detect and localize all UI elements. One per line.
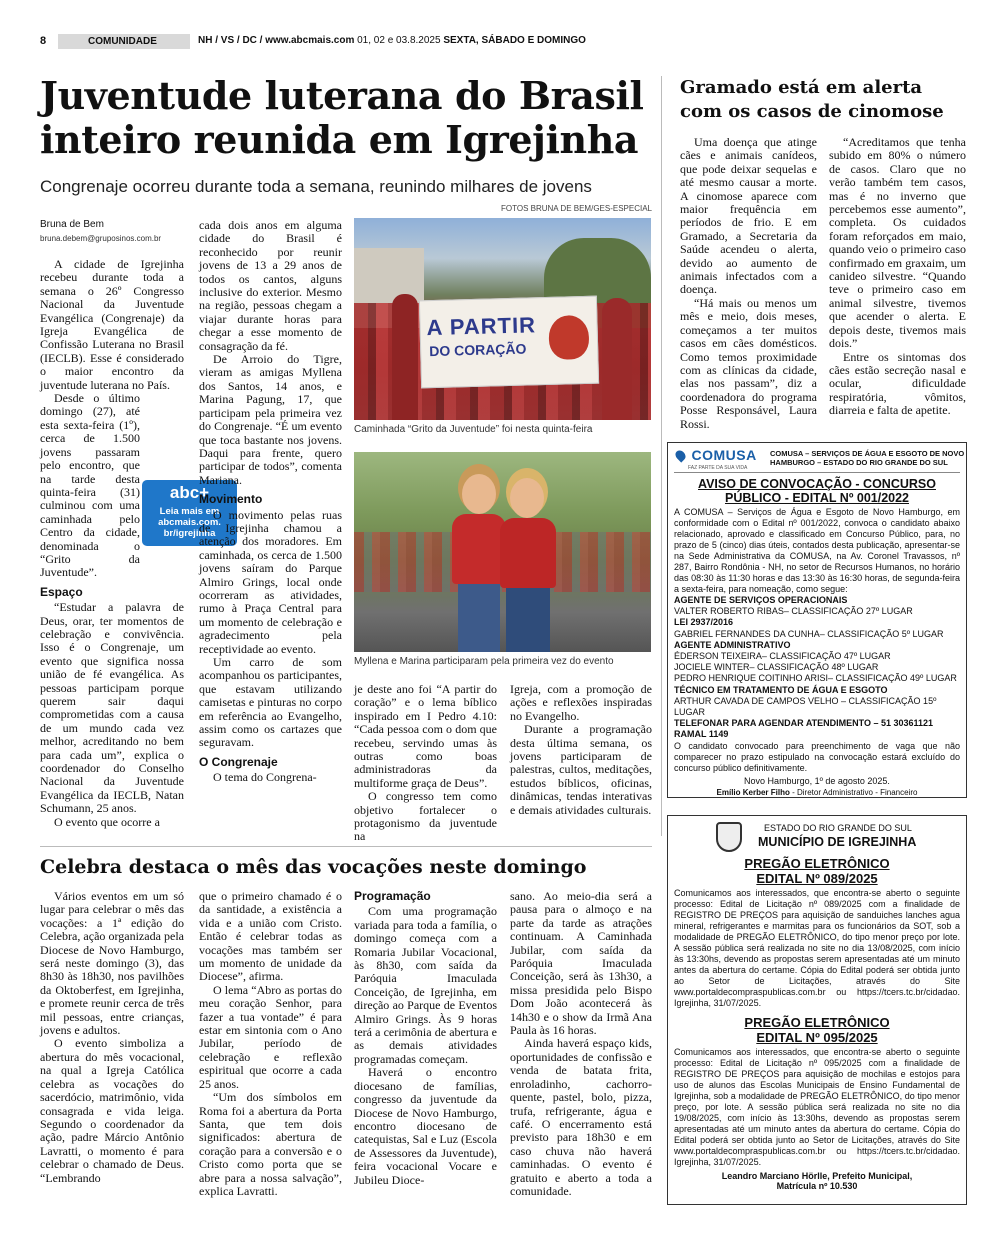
column-divider <box>661 76 662 836</box>
paragraph: “Acreditamos que tenha subido em 80% o número de casos. Claro que no verão também tem casos, mas é no inverno que percebemos esse aumento”, completa. Os cuidados foram reforçados em maio, quando veio o primeiro caso confirmado em graxaim, um canideo silvestre. “Quando teve o primeiro caso em animal silvestre, tivemos que acender o alerta. E depois deste, tivemos mais dois.” <box>829 135 966 351</box>
comusa-line: VALTER ROBERTO RIBAS– CLASSIFICAÇÃO 27º LUGAR <box>674 606 913 617</box>
comusa-line: JOCIELE WINTER– CLASSIFICAÇÃO 48º LUGAR <box>674 662 879 673</box>
comusa-header-text: COMUSA – SERVIÇOS DE ÁGUA E ESGOTO DE NOVO HAMBURGO – ESTADO DO RIO GRANDE DO SUL <box>770 449 965 467</box>
comusa-line: PEDRO HENRIQUE COITINHO ARISI– CLASSIFICAÇÃO 49º LUGAR <box>674 673 957 684</box>
abc-link-text[interactable]: Leia mais em abcmais.com. br/igrejinha <box>158 506 221 539</box>
paragraph: Durante a programação desta última semana, os jovens participaram de palestras, cultos, meditações, estudos bíblicos, oficinas, dinâmicas, tendas interativas e demais atividades culturais. <box>510 722 652 817</box>
paragraph: “Um dos símbolos em Roma foi a abertura da Porta Santa, que tem dois significados: abertura de coração para a conversão e o Cristo como porta que se abre para a nossa salvação”, explica Lavratti. <box>199 1090 342 1198</box>
section-divider <box>40 846 652 847</box>
water-drop-icon <box>673 449 687 463</box>
subheading-congrenaje: O Congrenaje <box>199 754 278 769</box>
paragraph: sano. Ao meio-dia será a pausa para o almoço e na parte da tarde as atrações continuam. A Caminhada Jubilar, com saída da Paróquia Imaculada Conceição, será às 13h30, a missa presidida pelo Bispo Dom João acontecerá às 14h30 e o show da Irmã Ana Paula às 16 horas. <box>510 889 652 1038</box>
author-name: Bruna de Bem <box>40 219 104 230</box>
paragraph: Igreja, com a promoção de ações e reflexões inspiradas no Evangelho. <box>510 682 652 723</box>
heart-icon <box>548 315 589 360</box>
comusa-signature-role: - Diretor Administrativo - Financeiro <box>792 787 918 797</box>
main-headline <box>40 74 660 162</box>
paragraph: que o primeiro chamado é o da santidade, a existência a vida e a união com Cristo. Então é celebrar todas as vocações mas também ser um momento de unidade da Diocese”, afirma. <box>199 889 342 984</box>
comusa-header <box>674 447 965 473</box>
paragraph: Entre os sintomas dos cães estão secreção nasal e ocular, dificuldade respiratória, vômitos, diarreia e falta de apetite. <box>829 349 966 418</box>
comusa-section-1: AGENTE DE SERVIÇOS OPERACIONAIS <box>674 595 848 605</box>
header-site[interactable]: www.abcmais.com <box>265 35 355 46</box>
person-right <box>602 298 632 420</box>
comusa-section-2: AGENTE ADMINISTRATIVO <box>674 639 791 650</box>
paragraph: De Arroio do Tigre, vieram as amigas Myllena dos Santos, 14 anos, e Marina Pagung, 17, que participam pela primeira vez do Congrenaje. “É um evento que toca bastante nos jovens. Daqui para frente, quero participar de todos”, comenta Mariana. <box>199 352 342 487</box>
paragraph: O evento simboliza a abertura do mês vocacional, na qual a Igreja Católica celebra as vocações do sacerdócio, matrimônio, vida consagrada e vida leiga. Segundo o coordenador da ação, padre Márcio Antônio Lavratti, o momento é para celebrar o chamado de Deus. “Lembrando <box>40 1036 184 1185</box>
paragraph: Desde o último domingo (27), até esta sexta-feira (1º), cerca de 1.500 jovens passaram pelo encontro, que na tarde desta quinta-feira (31) culminou com uma caminhada pelo Centro da cidade, denominada o “Grito da Juventude”. <box>40 391 140 580</box>
subheading-programacao: Programação <box>354 889 431 903</box>
photo-march <box>354 218 651 420</box>
person-left <box>392 294 418 420</box>
comusa-section-3: TÉCNICO EM TRATAMENTO DE ÁGUA E ESGOTO <box>674 684 888 695</box>
comusa-ad <box>667 442 967 798</box>
comusa-title-2: PÚBLICO - EDITAL Nº 001/2022 <box>724 491 909 505</box>
main-subheadline: Congrenaje ocorreu durante toda a semana, reunindo milhares de jovens <box>40 177 592 196</box>
girl-left-shirt <box>452 514 506 584</box>
banner-text-2: DO CORAÇÃO <box>429 340 527 360</box>
section-tag <box>58 34 190 49</box>
photo-credit: FOTOS BRUNA DE BEM/GES-ESPECIAL <box>501 204 652 213</box>
header-meta <box>198 35 586 46</box>
comusa-date: Novo Hamburgo, 1º de agosto 2025. <box>744 775 890 786</box>
celebra-column-4 <box>510 890 652 1198</box>
main-column-2 <box>199 219 342 785</box>
comusa-note: O candidato convocado para preenchimento de vaga que não comparecer no prazo estipulado na convocação estará excluído do concurso público definitivamente. <box>674 740 960 773</box>
paragraph: cada dois anos em alguma cidade do Brasil é reconhecido por reunir jovens de 13 a 29 anos de todos os cantos, alguns inclusive do exterior. Mesmo na região, pessoas chegam a viajar durante horas para chegar a esse momento de consagração da fé. <box>199 218 342 353</box>
paragraph: Ainda haverá espaço kids, oportunidades de confissão e venda de batata frita, enroladinho, cachorro-quente, pastel, bolo, pizza, trufa, refrigerante, água e café. O encerramento está previsto para 18h30 e em caso chuva não haverá caminhadas. O evento é gratuito e aberto a toda a comunidade. <box>510 1036 652 1198</box>
paragraph: O evento que ocorre a <box>54 814 160 829</box>
comusa-line: ÉDERSON TEIXEIRA– CLASSIFICAÇÃO 47º LUGAR <box>674 651 891 662</box>
pregao-1-title-1: PREGÃO ELETRÔNICO <box>744 856 890 871</box>
headline-line-1: Juventude luterana do Brasil <box>40 73 644 118</box>
abc-logo: abc+ <box>169 483 210 502</box>
municipio-header <box>674 820 960 856</box>
photo-girls <box>354 452 651 652</box>
pregao-2-title-2: EDITAL Nº 095/2025 <box>756 1030 878 1045</box>
girl-left-head <box>462 474 496 514</box>
comusa-logo-sub: FAZ PARTE DA SUA VIDA <box>688 465 748 471</box>
banner-text-1: A PARTIR <box>426 312 537 341</box>
header-dates: 01, 02 e 03.8.2025 <box>357 35 441 46</box>
paragraph: je deste ano foi “A partir do coração” e o lema bíblico inspirado em I Pedro 4.10: “Cada pessoa com o dom que recebeu, servindo umas às outras como boas administradoras da multiforme graça de Deus”. <box>354 682 497 790</box>
page-header <box>38 34 650 50</box>
celebra-column-3 <box>354 890 497 1187</box>
municipio-name: MUNICÍPIO DE IGREJINHA <box>758 835 917 849</box>
comusa-intro: A COMUSA – Serviços de Água e Esgoto de Novo Hamburgo, em conformidade com o Edital nº 001/2022, convoca o candidato abaixo relacionado, aprovado e classificado em Concurso Público, para, no prazo de 5 (cinco) dias úteis, contados desta publicação, apresentar-se na Sede Administrativa da COMUSA, na Av. Coronel Travassos, nº 287, Bairro Rondônia - NH, no setor de Recursos Humanos, no horário das 08:30 às 11:30 horas e das 13:30 às 16:30 horas, de segunda-feira a sexta-feira, para nomeação, como segue: <box>674 507 960 594</box>
girl-right-head <box>510 478 544 518</box>
paragraph: Com uma programação variada para toda a família, o domingo começa com a Romaria Jubilar Vocacional, às 8h30, com saída da Paróquia Imaculada Conceição, de Igrejinha, em direção ao Parque de Eventos Almiro Grings. Às 9 horas terá a cerimônia de abertura e as demais atividades programadas começam. <box>354 904 497 1066</box>
municipio-signature-1: Leandro Marciano Hörlle, Prefeito Municipal, <box>721 1171 913 1181</box>
girl-right <box>500 478 556 652</box>
paragraph: Um carro de som acompanhou os participantes, que estavam utilizando camisetas e pinturas no corpo em referência ao Evangelho, assim como os cartazes que seguravam. <box>199 655 342 750</box>
celebra-column-2 <box>199 890 342 1198</box>
caption-photo-1: Caminhada “Grito da Juventude” foi nesta quinta-feira <box>354 424 593 435</box>
comusa-line: GABRIEL FERNANDES DA CUNHA– CLASSIFICAÇÃO 5º LUGAR <box>674 628 944 639</box>
paragraph: A cidade de Igrejinha recebeu durante toda a semana o 26º Congresso Nacional da Juventude Evangélica (Congrenaje) da Igreja Evangélica de Confissão Luterana no Brasil (IECLB). Esse é considerado o maior encontro da juventude luterana no País. <box>40 257 184 392</box>
coat-of-arms-icon <box>716 822 742 852</box>
celebra-column-1 <box>40 890 184 1185</box>
gramado-title: Gramado está em alerta com os casos de cinomose <box>680 77 944 122</box>
celebra-title: Celebra destaca o mês das vocações neste domingo <box>40 856 587 878</box>
gramado-column-1 <box>680 136 817 431</box>
girl-left-jeans <box>458 584 500 652</box>
comusa-logo-text: COMUSA <box>691 447 757 463</box>
paragraph: O movimento pelas ruas de Igrejinha chamou a atenção dos moradores. Em caminhada, os cerca de 1.500 jovens saíram do Parque Almiro Grings, local onde ocorreram as atividades, rumo à Praça Central para um momento de celebração e agradecimento pela receptividade ao evento. <box>199 507 342 656</box>
author-email[interactable]: bruna.debem@gruposinos.com.br <box>40 234 162 243</box>
girl-left <box>452 474 506 652</box>
headline-line-2: inteiro reunida em Igrejinha <box>40 117 639 162</box>
girl-right-shirt <box>500 518 556 588</box>
pregao-2-text: Comunicamos aos interessados, que encontra-se aberto o seguinte processo: Edital de Licitação nº 095/2025 com a finalidade de REGISTRO DE PREÇOS para aquisição de mochilas e estojos para uso de alunos das Escolas Municipais de Ensino Fundamental de Igrejinha, sob a modalidade de PREGÃO ELETRÔNICO, do tipo menor preço, por lote. A sessão pública será realizada no site no dia 19/08/2025, com início às 13:30hs, devendo as propostas serem apresentadas até um minuto antes da abertura do certame. Cópia do Edital poderá ser obtida junto ao Setor de Licitações, através do Site www.portaldecompraspublicas.com.br ou https://tcers.tc.br/cidadao. Igrejinha, 31/07/2025. <box>674 1047 960 1167</box>
header-days: SEXTA, SÁBADO E DOMINGO <box>443 35 586 46</box>
paragraph: Uma doença que atinge cães e animais canídeos, que pode deixar sequelas e até mesmo causar a morte. A cinomose aparece com maior frequência em períodos de frio. E em Gramado, a Secretaria da Saúde acendeu o alerta, devido ao aumento de animais infectados com a doença. <box>680 135 817 297</box>
caption-photo-2: Myllena e Marina participaram pela primeira vez do evento <box>354 656 614 667</box>
subheading-espaco: Espaço <box>40 584 83 599</box>
gramado-column-2 <box>829 136 966 418</box>
subheading-movimento: Movimento <box>199 492 263 507</box>
paragraph: “Estudar a palavra de Deus, orar, ter momentos de celebração e convivência. Isso é o Congrenaje, um evento que significa nossa união de fé evangélica. As pessoas participam porque querem sair daqui comprometidas com a causa de um mundo cada vez melhor, acreditando no bem para cada um”, explica o coordenador do Conselho Nacional da Juventude Evangélica da IECLB, Natan Schumann, 25 anos. <box>40 600 184 816</box>
municipio-signature-2: Matrícula nº 10.530 <box>776 1181 858 1191</box>
comusa-title-1: AVISO DE CONVOCAÇÃO - CONCURSO <box>698 477 936 491</box>
comusa-signature-name: Emílio Kerber Filho <box>716 787 790 797</box>
pregao-1-text: Comunicamos aos interessados, que encontra-se aberto o seguinte processo: Edital de Licitação nº 089/2025 com a finalidade de REGISTRO DE PREÇOS para aquisição de sanduiches lanches agua mineral, refrigerantes e marmitas para os funcionários da SOT, sob a modalidade de PREGÃO ELETRÔNICO, do tipo menor preço por lote. A sessão pública será realizada no site no dia 13/08/2025, com início às 13:30hs, devendo as propostas serem apresentadas até um minuto antes da abertura do certame. Cópia do Edital poderá ser obtida junto ao Setor de Licitações, através do Site www.portaldecompraspublicas.com.br ou https://tcers.tc.br/cidadao. Igrejinha, 31/07/2025. <box>674 888 960 1008</box>
paragraph: “Há mais ou menos um mês e meio, dois meses, começamos a ter muitos casos em cães domésticos. Como temos proximidade com as clínicas da cidade, elas nos passam”, diz a coordenadora do programa Posse Responsável, Laura Rossi. <box>680 295 817 431</box>
section-label: COMUNIDADE <box>88 36 157 47</box>
comusa-phone: TELEFONAR PARA AGENDAR ATENDIMENTO – 51 30361121 RAMAL 1149 <box>674 718 934 740</box>
comusa-line: LEI 2937/2016 <box>674 617 734 628</box>
main-column-3 <box>354 683 497 844</box>
pregao-1-title-2: EDITAL Nº 089/2025 <box>756 871 878 886</box>
comusa-logo <box>676 447 757 471</box>
comusa-signature <box>674 787 960 798</box>
paragraph: O tema do Congrena- <box>213 770 317 785</box>
paragraph: O congresso tem como objetivo fortalecer o protagonismo da juventude na <box>354 789 497 844</box>
municipio-ad <box>667 815 967 1205</box>
paragraph: O lema “Abro as portas do meu coração Senhor, para fazer a tua vontade” é para estar em sintonia com o Ano Jubilar, período de celebração e reflexão espiritual que ocorre a cada 25 anos. <box>199 982 342 1091</box>
paragraph: Vários eventos em um só lugar para celebrar o mês das vocações: a 1ª edição do Celebra, ação organizada pela Diocese de Novo Hamburgo, será neste domingo (3), das 8h30 às 18h30, nos pavilhões da Oktoberfest, em Igrejinha, e promete reunir cerca de três mil pessoas, entre crianças, jovens e adultos. <box>40 889 184 1038</box>
municipio-state: ESTADO DO RIO GRANDE DO SUL <box>764 823 912 833</box>
header-regions: NH / VS / DC / <box>198 35 263 46</box>
girl-right-jeans <box>506 588 550 652</box>
page-number: 8 <box>40 35 47 47</box>
main-column-4 <box>510 683 652 817</box>
banner <box>419 296 599 389</box>
comusa-line: ARTHUR CAVADA DE CAMPOS VELHO – CLASSIFICAÇÃO 15º LUGAR <box>674 695 937 718</box>
pregao-2-title-1: PREGÃO ELETRÔNICO <box>744 1015 890 1030</box>
paragraph: Haverá o encontro diocesano de famílias, congresso da juventude da Diocese de Novo Hamburgo, encontro diocesano de catequistas, Sal e Luz (Escola de Assessores da Juventude), feira vocacional Vocare e Jubileu Dioce- <box>354 1065 497 1187</box>
